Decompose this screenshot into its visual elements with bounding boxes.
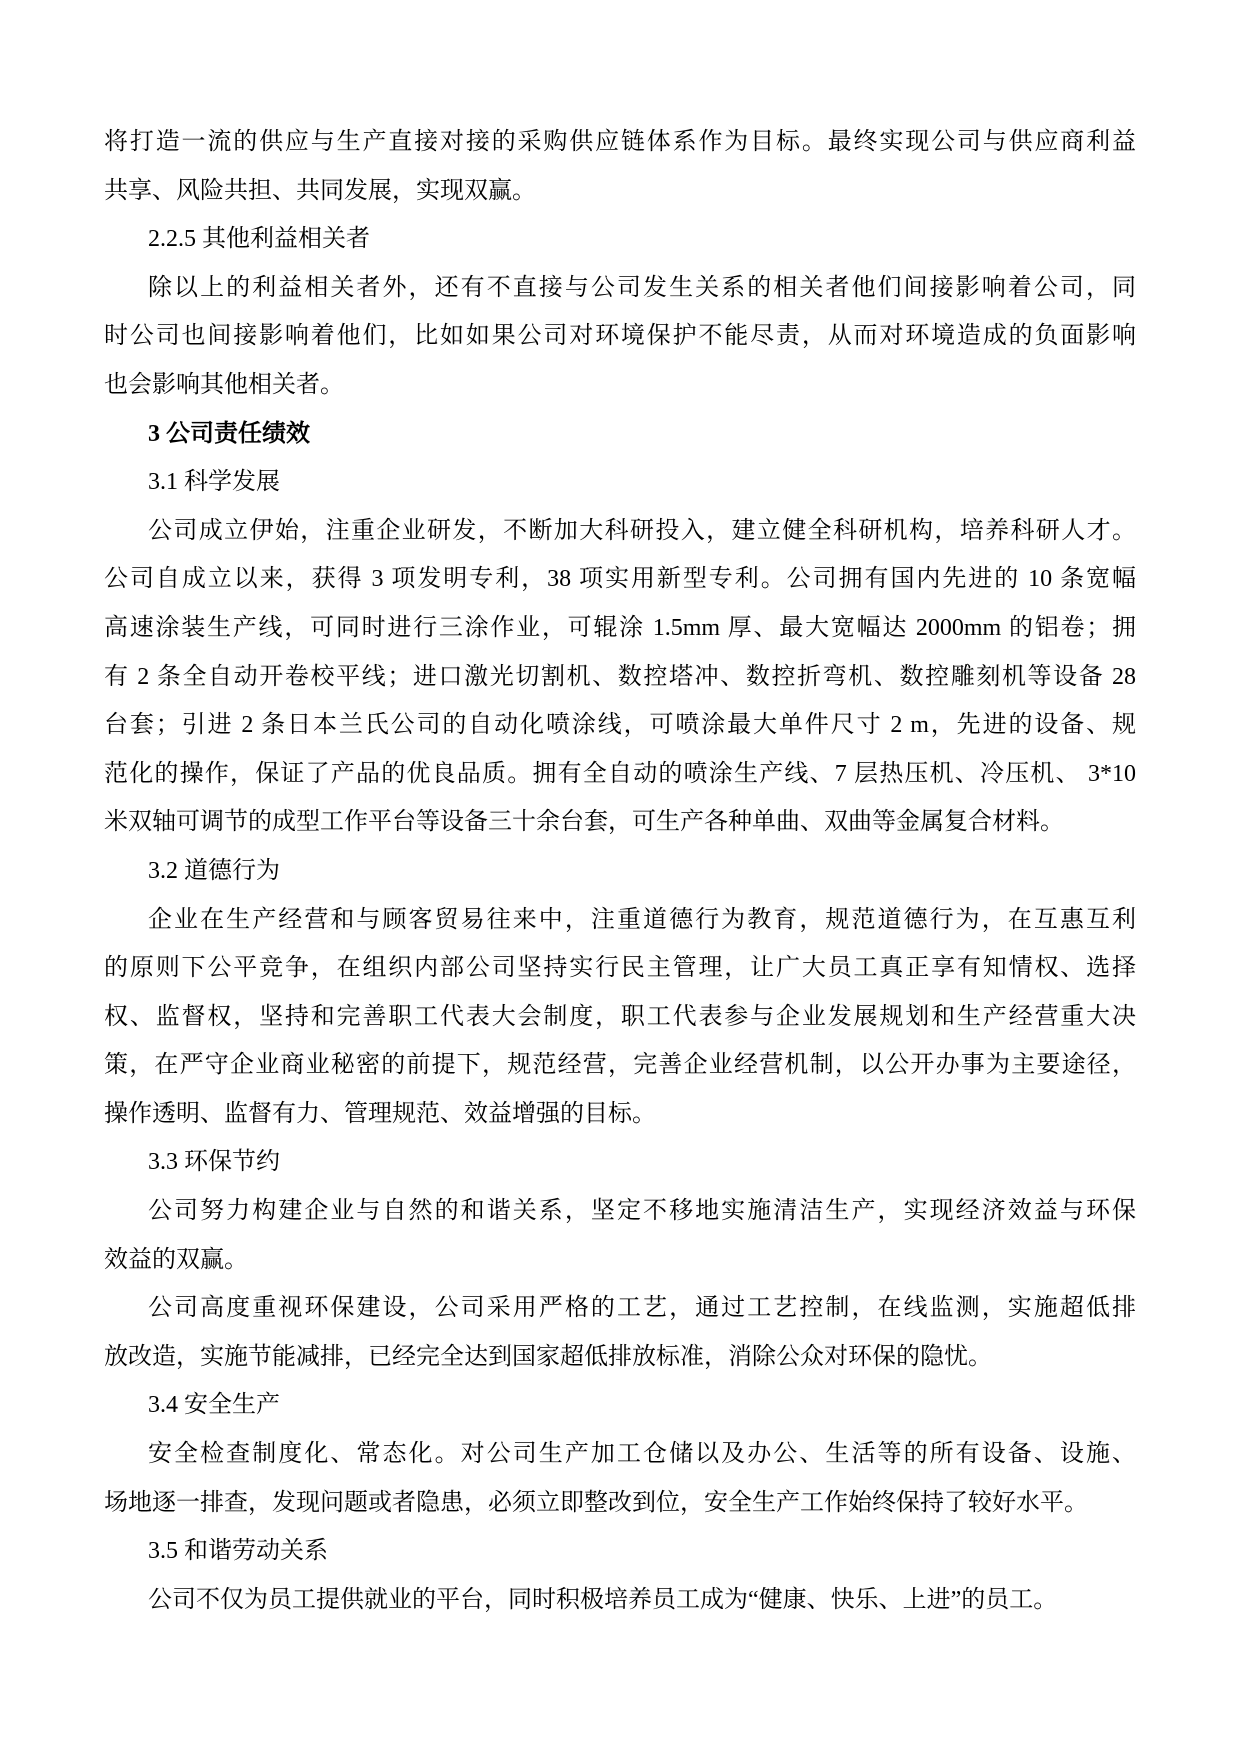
section-heading: 2.2.5 其他利益相关者 [148,226,370,253]
paragraph-line: 安全检查制度化、常态化。对公司生产加工仓储以及办公、生活等的所有设备、设施、 [148,1441,1136,1468]
paragraph-line: 的原则下公平竞争，在组织内部公司坚持实行民主管理，让广大员工真正享有知情权、选择 [104,955,1136,982]
paragraph-line: 时公司也间接影响着他们，比如如果公司对环境保护不能尽责，从而对环境造成的负面影响 [104,323,1136,350]
section-heading: 3.4 安全生产 [148,1392,280,1419]
paragraph-line: 将打造一流的供应与生产直接对接的采购供应链体系作为目标。最终实现公司与供应商利益 [104,129,1136,155]
paragraph-line: 米双轴可调节的成型工作平台等设备三十余台套，可生产各种单曲、双曲等金属复合材料。 [104,809,1064,836]
paragraph-line: 场地逐一排查，发现问题或者隐患，必须立即整改到位，安全生产工作始终保持了较好水平。 [104,1489,1088,1516]
section-heading: 3.5 和谐劳动关系 [148,1538,328,1565]
paragraph-line: 台套；引进 2 条日本兰氏公司的自动化喷涂线，可喷涂最大单件尺寸 2 m，先进的设备、规 [104,712,1136,739]
paragraph-line: 公司高度重视环保建设，公司采用严格的工艺，通过工艺控制，在线监测，实施超低排 [148,1295,1136,1322]
paragraph-line: 除以上的利益相关者外，还有不直接与公司发生关系的相关者他们间接影响着公司，同 [148,274,1136,301]
document-body [104,118,1136,1624]
paragraph-line: 放改造，实施节能减排，已经完全达到国家超低排放标准，消除公众对环保的隐忧。 [104,1343,992,1370]
paragraph-line: 有 2 条全自动开卷校平线；进口激光切割机、数控塔冲、数控折弯机、数控雕刻机等设备 28 [104,663,1136,690]
paragraph-line: 权、监督权，坚持和完善职工代表大会制度，职工代表参与企业发展规划和生产经营重大决 [104,1003,1136,1030]
section-heading: 3.1 科学发展 [148,469,280,496]
paragraph-line: 企业在生产经营和与顾客贸易往来中，注重道德行为教育，规范道德行为，在互惠互利 [148,906,1136,933]
paragraph-line: 公司努力构建企业与自然的和谐关系，坚定不移地实施清洁生产，实现经济效益与环保 [148,1198,1136,1225]
section-heading: 3 公司责任绩效 [148,420,310,447]
paragraph-line: 公司成立伊始，注重企业研发，不断加大科研投入，建立健全科研机构，培养科研人才。 [148,517,1136,544]
paragraph-line: 也会影响其他相关者。 [104,371,344,398]
section-heading: 3.2 道德行为 [148,857,280,884]
paragraph-line: 效益的双赢。 [104,1246,248,1273]
paragraph-line: 公司自成立以来，获得 3 项发明专利，38 项实用新型专利。公司拥有国内先进的 10 条宽幅 [104,566,1136,593]
paragraph-line: 操作透明、监督有力、管理规范、效益增强的目标。 [104,1100,656,1127]
paragraph-line: 共享、风险共担、共同发展，实现双赢。 [104,177,536,204]
paragraph-line: 范化的操作，保证了产品的优良品质。拥有全自动的喷涂生产线、7 层热压机、冷压机、 3*10 [104,760,1136,787]
paragraph-line: 公司不仅为员工提供就业的平台，同时积极培养员工成为“健康、快乐、上进”的员工。 [148,1586,1058,1613]
section-heading: 3.3 环保节约 [148,1149,280,1176]
paragraph-line: 高速涂装生产线，可同时进行三涂作业，可辊涂 1.5mm 厚、最大宽幅达 2000mm 的铝卷；拥 [104,614,1136,641]
paragraph-line: 策，在严守企业商业秘密的前提下，规范经营，完善企业经营机制，以公开办事为主要途径， [104,1052,1136,1079]
